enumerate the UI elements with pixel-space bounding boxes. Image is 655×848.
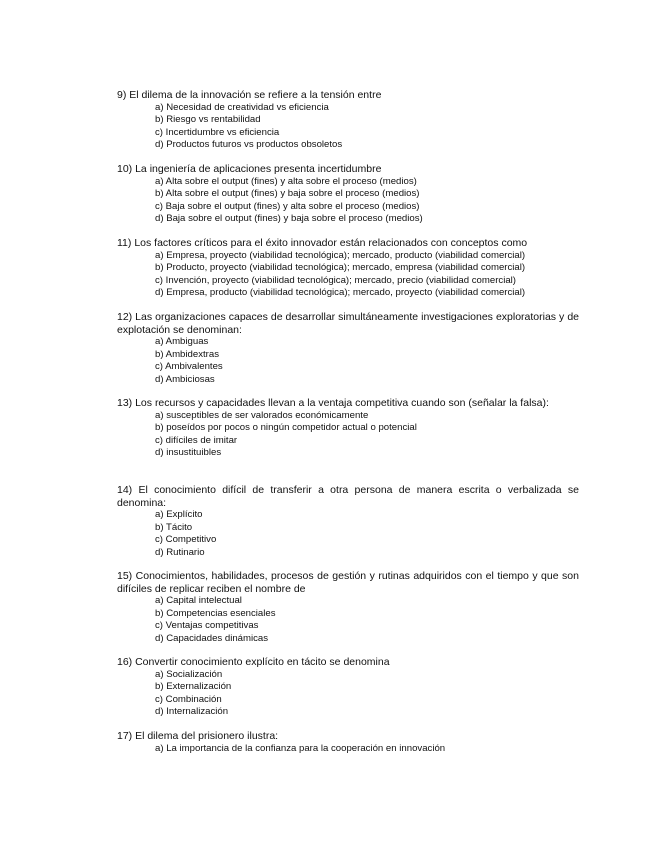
question-stem: 16) Convertir conocimiento explícito en tácito se denomina <box>117 656 390 668</box>
option-d: d) Productos futuros vs productos obsoletos <box>155 139 343 150</box>
option-d: d) Baja sobre el output (fines) y baja sobre el proceso (medios) <box>155 213 423 224</box>
question-11 <box>117 237 579 300</box>
option-d: d) Ambiciosas <box>155 373 215 385</box>
option-d: d) insustituibles <box>155 447 222 458</box>
option-b: b) Riesgo vs rentabilidad <box>155 114 261 125</box>
option-list <box>117 176 579 226</box>
question-13 <box>117 397 579 460</box>
option-a: a) La importancia de la confianza para la cooperación en innovación <box>155 742 446 754</box>
option-b: b) Competencias esenciales <box>155 607 276 619</box>
option-c: c) Invención, proyecto (viabilidad tecnológica); mercado, precio (viabilidad comercial) <box>155 274 516 286</box>
question-15 <box>117 570 579 645</box>
question-stem: 13) Los recursos y capacidades llevan a la ventaja competitiva cuando son (señalar la falsa): <box>117 397 549 409</box>
option-a: a) Socialización <box>155 668 223 680</box>
option-d: d) Capacidades dinámicas <box>155 632 269 644</box>
option-b: b) Producto, proyecto (viabilidad tecnológica); mercado, empresa (viabilidad comercial) <box>155 262 526 273</box>
question-16 <box>117 656 579 719</box>
option-d: d) Internalización <box>155 706 229 717</box>
option-a: a) Alta sobre el output (fines) y alta sobre el proceso (medios) <box>155 175 417 187</box>
option-b: b) Alta sobre el output (fines) y baja sobre el proceso (medios) <box>155 188 420 199</box>
question-stem: 14) El conocimiento difícil de transferir a otra persona de manera escrita o verbalizada se denomina: <box>117 484 579 509</box>
option-a: a) Capital intelectual <box>155 595 242 606</box>
option-c: c) Ambivalentes <box>155 361 223 372</box>
option-list <box>117 743 579 756</box>
option-c: c) Competitivo <box>155 534 217 545</box>
option-d: d) Empresa, producto (viabilidad tecnológica); mercado, proyecto (viabilidad comercial) <box>155 287 526 298</box>
option-d: d) Rutinario <box>155 546 205 558</box>
option-list <box>117 669 579 719</box>
option-c: c) Baja sobre el output (fines) y alta sobre el proceso (medios) <box>155 200 420 212</box>
question-stem: 9) El dilema de la innovación se refiere a la tensión entre <box>117 89 382 101</box>
option-a: a) Ambiguas <box>155 336 209 347</box>
option-b: b) Ambidextras <box>155 348 219 360</box>
option-list <box>117 410 579 460</box>
option-list <box>117 509 579 559</box>
option-list <box>117 250 579 300</box>
option-b: b) poseídos por pocos o ningún competidor actual o potencial <box>155 422 417 433</box>
question-9 <box>117 89 579 152</box>
option-c: c) Ventajas competitivas <box>155 620 259 631</box>
option-list <box>117 336 579 386</box>
option-a: a) Explícito <box>155 509 203 520</box>
option-a: a) Empresa, proyecto (viabilidad tecnológica); mercado, producto (viabilidad comercial) <box>155 249 526 261</box>
option-list <box>117 595 579 645</box>
option-b: b) Tácito <box>155 521 193 533</box>
question-stem: 10) La ingeniería de aplicaciones presenta incertidumbre <box>117 163 382 175</box>
question-14 <box>117 484 579 559</box>
question-stem: 15) Conocimientos, habilidades, procesos de gestión y rutinas adquiridos con el tiempo y que son difíciles de replicar reciben el nombre de <box>117 570 579 595</box>
question-stem: 11) Los factores críticos para el éxito innovador están relacionados con conceptos como <box>117 237 528 249</box>
question-17 <box>117 730 579 755</box>
option-b: b) Externalización <box>155 681 232 692</box>
option-a: a) susceptibles de ser valorados económicamente <box>155 409 369 421</box>
question-stem: 12) Las organizaciones capaces de desarrollar simultáneamente investigaciones exploratorias y de explotación se denominan: <box>117 311 579 336</box>
option-c: c) difíciles de imitar <box>155 434 238 446</box>
option-c: c) Incertidumbre vs eficiencia <box>155 126 280 138</box>
option-a: a) Necesidad de creatividad vs eficiencia <box>155 101 329 113</box>
question-stem: 17) El dilema del prisionero ilustra: <box>117 730 279 742</box>
option-list <box>117 102 579 152</box>
question-10 <box>117 163 579 226</box>
question-12 <box>117 311 579 386</box>
option-c: c) Combinación <box>155 693 222 705</box>
